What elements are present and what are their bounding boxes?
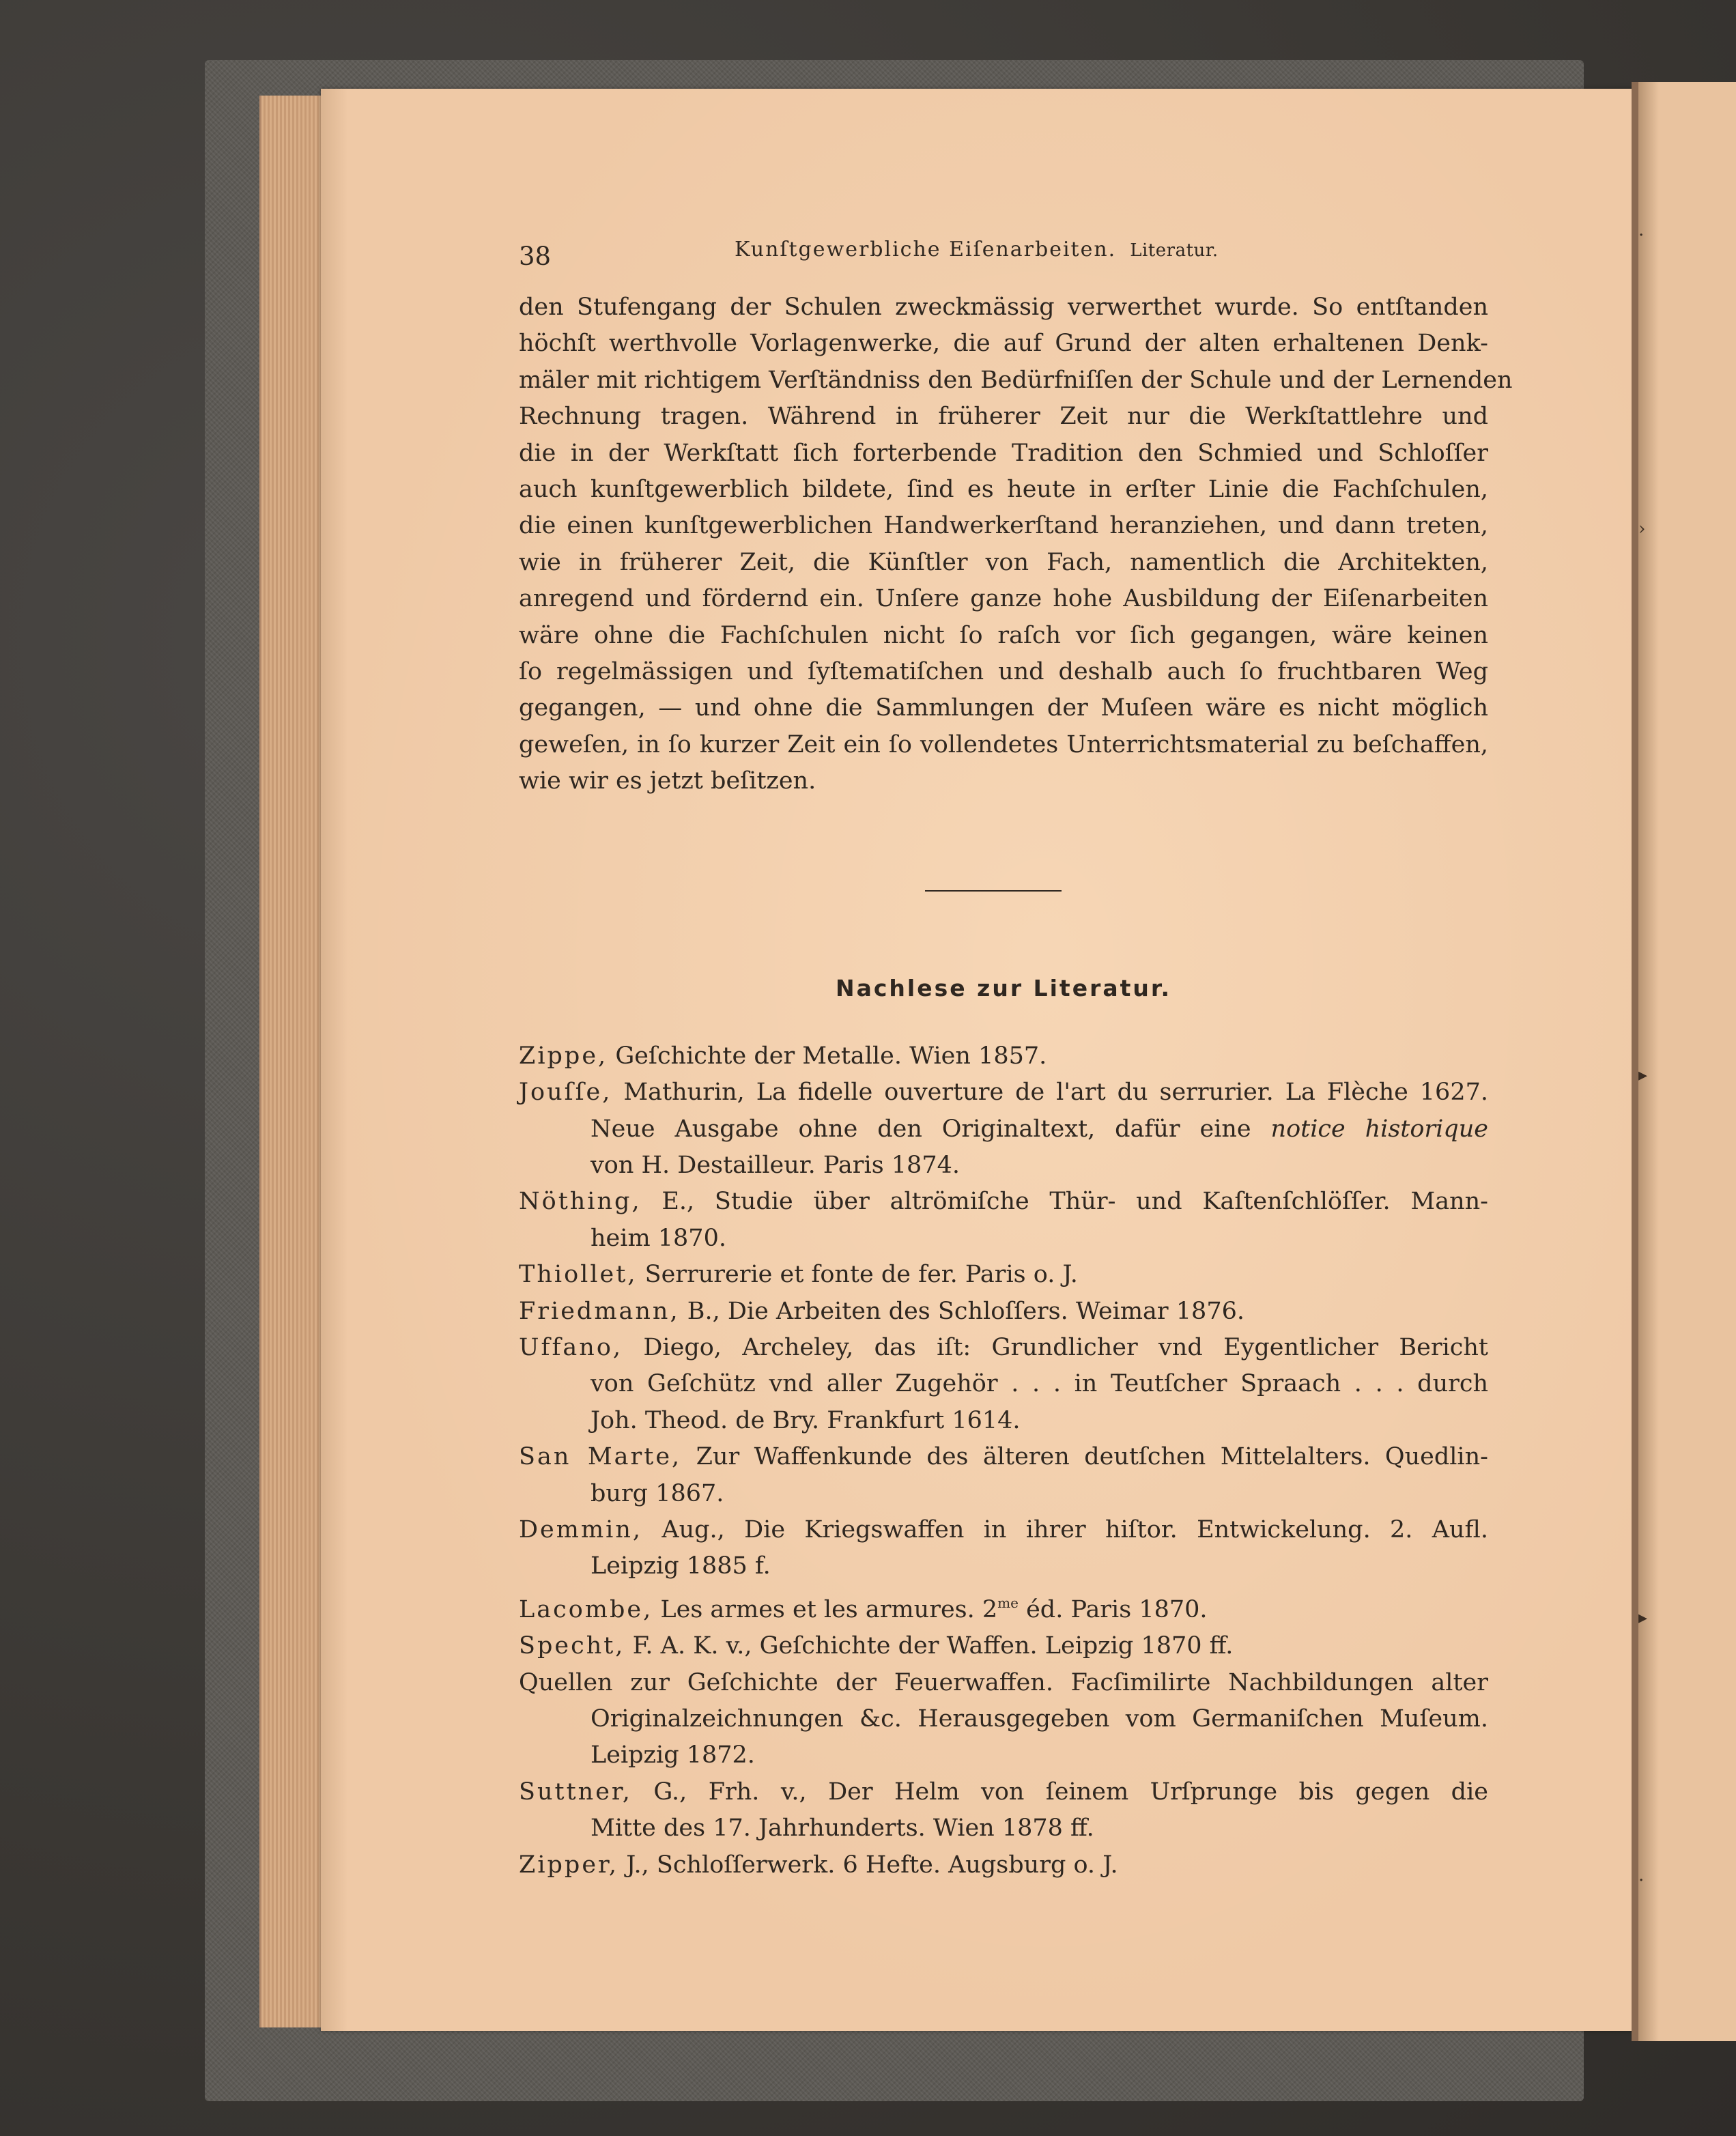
entry-line: [519, 1257, 1488, 1293]
paragraph-line: auch kunſtgewerblich bildete, ſind es heute in erſter Linie die Fachſchulen,: [519, 476, 1488, 504]
paragraph-line: die in der Werkſtatt ſich forterbende Tradition den Schmied und Schloſſer: [519, 439, 1488, 467]
body-paragraph: [519, 289, 1513, 800]
bibliography-entry: [519, 1038, 1488, 1074]
entry-text: Zur Waffenkunde des älteren deutſchen Mittelalters. Quedlin-: [696, 1443, 1488, 1471]
section-title: Nachlese zur Literatur.: [835, 974, 1172, 1001]
entry-line: Joh. Theod. de Bry. Frankfurt 1614.: [590, 1406, 1021, 1434]
entry-line: [519, 1330, 1488, 1366]
bibliography-entry: [519, 1512, 1488, 1585]
entry-line: Leipzig 1885 f.: [590, 1552, 771, 1580]
entry-text: Serrurerie et fonte de fer. Paris o. J.: [644, 1261, 1078, 1289]
entry-author: Nöthing,: [519, 1188, 642, 1216]
entry-line: [519, 1774, 1488, 1810]
entry-line: burg 1867.: [590, 1479, 724, 1507]
entry-text: Mathurin, La fidelle ouverture de l'art du serrurier. La Flèche 1627.: [623, 1079, 1488, 1107]
paragraph-line: ſo regelmässigen und ſyſtematiſchen und deshalb auch ſo fruchtbaren Weg: [519, 658, 1488, 686]
bibliography-entry: [519, 1665, 1488, 1774]
next-page-edge: [1638, 82, 1736, 2041]
margin-mark: ›: [1638, 519, 1646, 539]
running-title-text: Kunſtgewerbliche Eiſenarbeiten.: [735, 238, 1117, 261]
entry-line: [519, 1847, 1488, 1883]
entry-line: [519, 1184, 1488, 1220]
entry-author: Friedmann,: [519, 1297, 680, 1325]
page-edges: [259, 96, 330, 2027]
entry-line: [519, 1585, 1488, 1628]
paragraph-line: Rechnung tragen. Während in früherer Zeit nur die Werkſtattlehre und: [519, 403, 1488, 431]
entry-line: [519, 1294, 1488, 1330]
paragraph-line: mäler mit richtigem Verſtändniss den Bedürfniſſen der Schule und der Lernenden: [519, 366, 1513, 394]
bibliography-entry: [519, 1330, 1488, 1439]
bibliography-entry: [519, 1074, 1488, 1184]
paragraph-line: wie in früherer Zeit, die Künſtler von Fach, namentlich die Architekten,: [519, 548, 1488, 576]
margin-mark: ▸: [1638, 1608, 1648, 1628]
bibliography-entry: [519, 1585, 1488, 1628]
margin-mark: ·: [1638, 225, 1645, 246]
entry-text: Geſchichte der Metalle. Wien 1857.: [615, 1042, 1047, 1070]
entry-line: [519, 1628, 1488, 1664]
entry-line: Quellen zur Geſchichte der Feuerwaffen. Facſimilirte Nachbildungen alter: [519, 1668, 1488, 1696]
entry-author: Zipper,: [519, 1851, 619, 1879]
entry-author: Thiollet,: [519, 1261, 638, 1289]
paragraph-line: die einen kunſtgewerblichen Handwerkerſtand heranziehen, und dann treten,: [519, 512, 1488, 540]
paragraph-line: höchſt werthvolle Vorlagenwerke, die auf Grund der alten erhaltenen Denk-: [519, 330, 1488, 358]
paragraph-line: gegangen, — und ohne die Sammlungen der Muſeen wäre es nicht möglich: [519, 694, 1488, 722]
entry-line: [519, 1074, 1488, 1111]
bibliography-entry: [519, 1439, 1488, 1512]
superscript: me: [997, 1594, 1019, 1611]
page-content: [519, 232, 1513, 1883]
paragraph-line: anregend und fördernd ein. Unſere ganze hohe Ausbildung der Eiſenarbeiten: [519, 585, 1488, 613]
entry-author: Zippe,: [519, 1042, 608, 1070]
paragraph-line: wie wir es jetzt beſitzen.: [519, 767, 816, 795]
running-section: Literatur.: [1130, 240, 1219, 261]
entry-text: éd. Paris 1870.: [1026, 1595, 1208, 1623]
paragraph-line: geweſen, in ſo kurzer Zeit ein ſo vollendetes Unterrichtsmaterial zu beſchaffen,: [519, 730, 1488, 758]
entry-author: Suttner,: [519, 1778, 632, 1806]
entry-line: heim 1870.: [590, 1224, 726, 1252]
entry-text: B., Die Arbeiten des Schloſſers. Weimar 1876.: [687, 1297, 1244, 1325]
bibliography-entry: [519, 1628, 1488, 1664]
bibliography-entry: [519, 1184, 1488, 1257]
running-header: [519, 232, 1488, 280]
entry-line: [519, 1512, 1488, 1548]
entry-author: Lacombe,: [519, 1595, 653, 1623]
entry-line: [519, 1439, 1488, 1475]
entry-author: Jouſſe,: [519, 1079, 612, 1107]
running-title: [735, 238, 1219, 261]
page-number: 38: [519, 242, 552, 271]
bibliography-list: [519, 1038, 1488, 1883]
entry-line: Leipzig 1872.: [590, 1741, 755, 1769]
section-divider: [925, 890, 1062, 892]
entry-line: von H. Destailleur. Paris 1874.: [590, 1151, 960, 1179]
entry-text: Diego, Archeley, das iſt: Grundlicher vnd Eygentlicher Bericht: [643, 1333, 1488, 1361]
entry-line: [519, 1038, 1488, 1074]
entry-text: J., Schloſſerwerk. 6 Hefte. Augsburg o. J.: [626, 1851, 1118, 1879]
entry-line: Originalzeichnungen &c. Herausgegeben vom Germaniſchen Muſeum.: [590, 1705, 1488, 1733]
entry-author: Uffano,: [519, 1333, 623, 1361]
margin-mark: ▸: [1638, 1065, 1648, 1085]
entry-author: Demmin,: [519, 1515, 643, 1543]
entry-text: Neue Ausgabe ohne den Originaltext, dafür eine: [590, 1115, 1251, 1143]
entry-line: von Geſchütz vnd aller Zugehör . . . in Teutſcher Spraach . . . durch: [590, 1370, 1488, 1398]
bibliography-entry: [519, 1774, 1488, 1847]
bibliography-entry: [519, 1294, 1488, 1330]
bibliography-entry: [519, 1257, 1488, 1293]
entry-text: E., Studie über altrömiſche Thür- und Kaſtenſchlöſſer. Mann-: [661, 1188, 1488, 1216]
book-gutter: [1632, 82, 1638, 2041]
entry-text: G., Frh. v., Der Helm von ſeinem Urſprunge bis gegen die: [653, 1778, 1488, 1806]
entry-text: F. A. K. v., Geſchichte der Waffen. Leipzig 1870 ff.: [632, 1632, 1234, 1660]
bibliography-entry: [519, 1847, 1488, 1883]
entry-author: Specht,: [519, 1632, 625, 1660]
margin-mark: ·: [1638, 1870, 1645, 1891]
entry-text: Aug., Die Kriegswaffen in ihrer hiſtor. Entwickelung. 2. Aufl.: [661, 1515, 1488, 1543]
entry-line: Mitte des 17. Jahrhunderts. Wien 1878 ff.: [590, 1814, 1094, 1842]
paragraph-line: wäre ohne die Fachſchulen nicht ſo raſch vor ſich gegangen, wäre keinen: [519, 621, 1488, 649]
entry-text: Les armes et les armures. 2: [660, 1595, 998, 1623]
entry-line: [519, 1111, 1488, 1148]
entry-italic-text: notice historique: [1270, 1115, 1488, 1143]
entry-author: San Marte,: [519, 1443, 682, 1471]
paragraph-line: den Stufengang der Schulen zweckmässig verwerthet wurde. So entſtanden: [519, 294, 1488, 321]
